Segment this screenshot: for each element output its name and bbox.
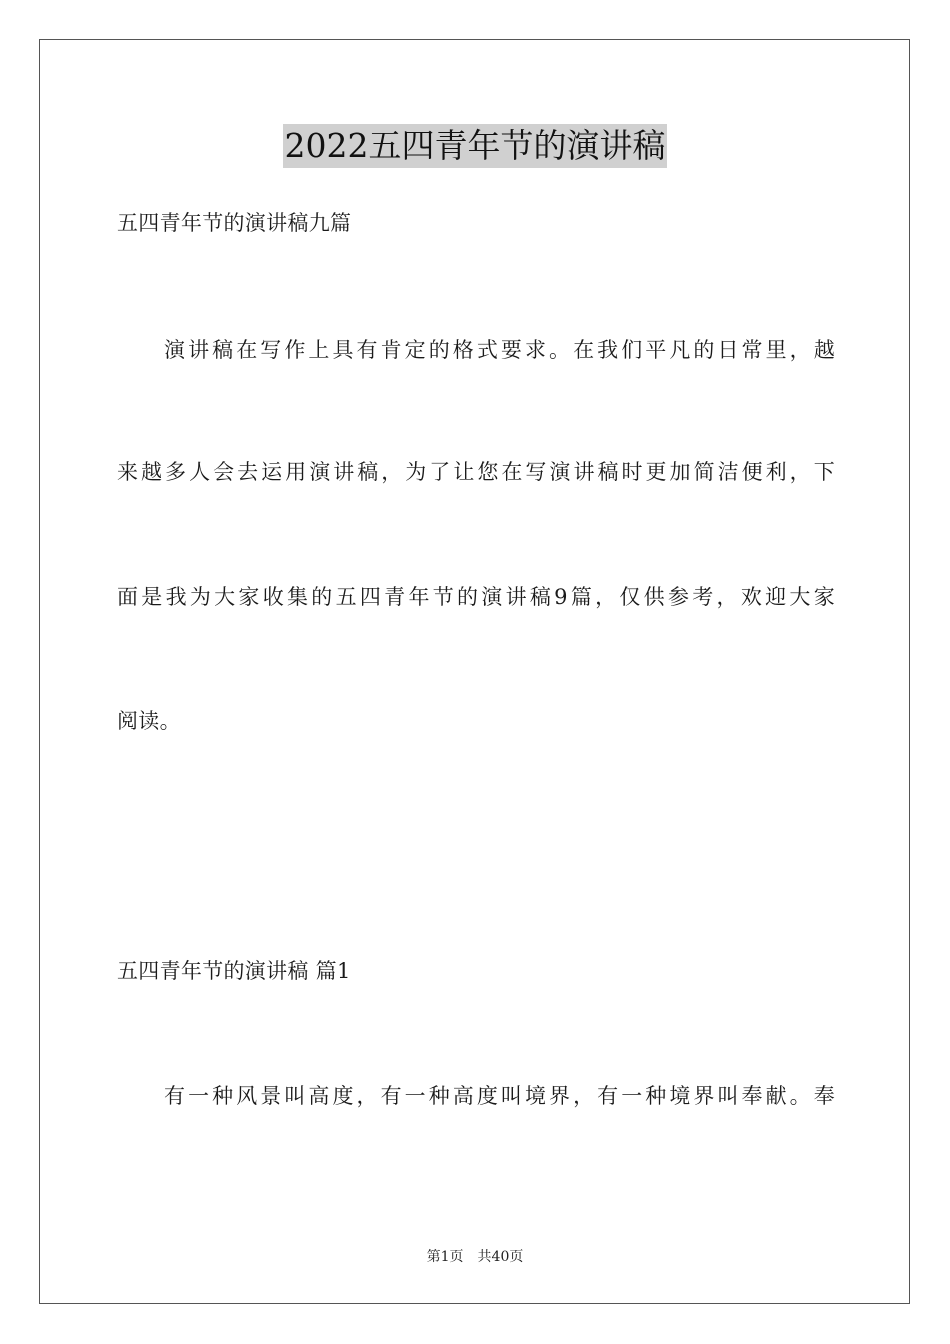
intro-line-3: 面是我为大家收集的五四青年节的演讲稿9篇，仅供参考，欢迎大家 bbox=[117, 585, 835, 609]
document-title: 2022五四青年节的演讲稿 bbox=[283, 124, 668, 168]
page-footer: 第1页 共40页 bbox=[426, 1249, 524, 1265]
document-subtitle: 五四青年节的演讲稿九篇 bbox=[117, 211, 352, 235]
section-line-1: 有一种风景叫高度，有一种高度叫境界，有一种境界叫奉献。奉 bbox=[164, 1084, 835, 1108]
section-heading: 五四青年节的演讲稿 篇1 bbox=[117, 959, 351, 983]
intro-line-4: 阅读。 bbox=[117, 709, 181, 733]
title-container bbox=[0, 124, 950, 168]
intro-line-1: 演讲稿在写作上具有肯定的格式要求。在我们平凡的日常里，越 bbox=[164, 338, 835, 362]
intro-line-2: 来越多人会去运用演讲稿，为了让您在写演讲稿时更加简洁便利，下 bbox=[117, 460, 835, 484]
